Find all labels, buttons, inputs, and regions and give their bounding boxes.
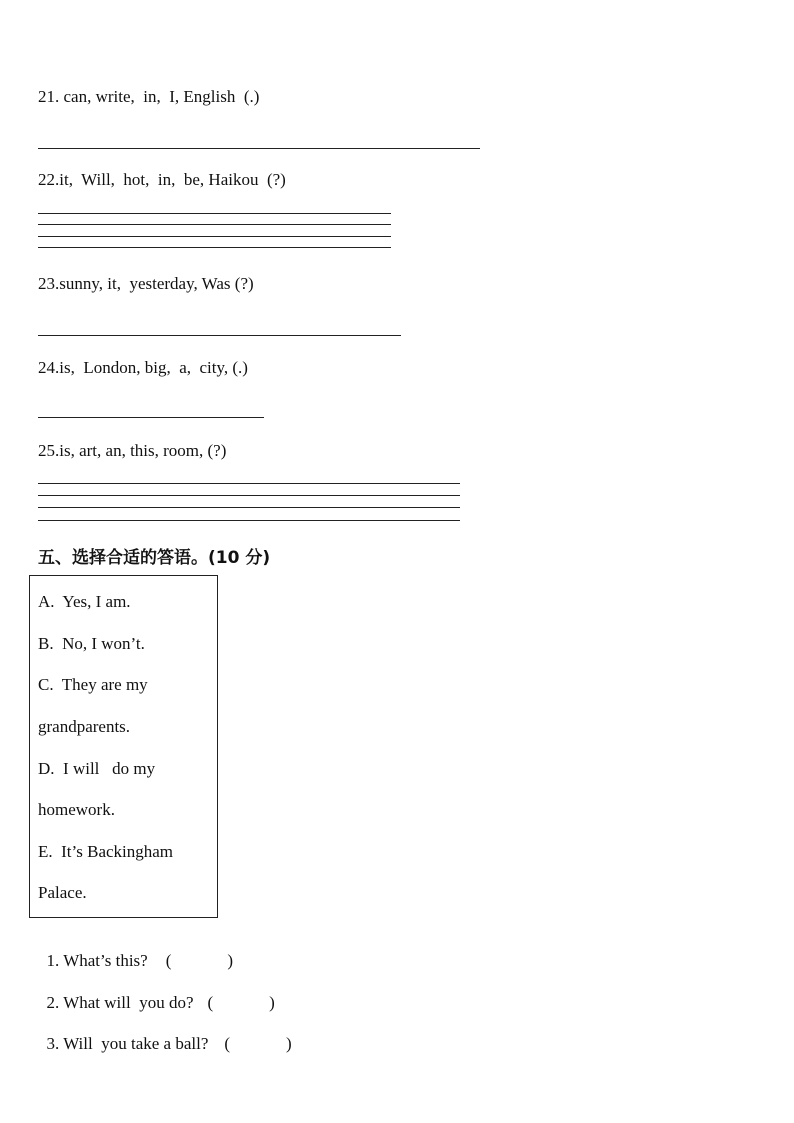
option-a: A. Yes, I am. <box>38 592 131 611</box>
question-23: 23.sunny, it, yesterday, Was (?) <box>38 274 254 293</box>
option-d-continued: homework. <box>38 800 115 819</box>
answer-line-23[interactable] <box>38 335 401 336</box>
choice-question-3-open-paren[interactable]: ( <box>224 1034 231 1053</box>
choice-question-2-text: 2. What will you do? <box>46 993 194 1012</box>
question-21: 21. can, write, in, I, English (.) <box>38 87 260 106</box>
answer-line-25-a[interactable] <box>38 483 460 484</box>
option-e: E. It’s Backingham <box>38 842 174 861</box>
answer-line-25-c[interactable] <box>38 507 460 508</box>
question-25: 25.is, art, an, this, room, (?) <box>38 441 227 460</box>
answer-options-box <box>29 575 218 918</box>
answer-line-22-d[interactable] <box>38 247 391 248</box>
question-22: 22.it, Will, hot, in, be, Haikou (?) <box>38 170 286 189</box>
choice-question-1-close-paren: ) <box>227 951 234 970</box>
section-title: 五、选择合适的答语。(10 分) <box>38 548 271 568</box>
option-c-continued: grandparents. <box>38 717 131 736</box>
answer-line-25-d[interactable] <box>38 520 460 521</box>
answer-line-22-c[interactable] <box>38 236 391 237</box>
option-c: C. They are my <box>38 675 148 694</box>
choice-question-3-close-paren: ) <box>286 1034 292 1053</box>
choice-question-1-text: 1. What’s this? <box>46 951 148 970</box>
choice-question-1-open-paren[interactable]: ( <box>165 951 172 970</box>
option-d: D. I will do my <box>38 759 156 778</box>
answer-line-25-b[interactable] <box>38 495 460 496</box>
question-24: 24.is, London, big, a, city, (.) <box>38 358 248 377</box>
answer-line-21[interactable] <box>38 148 480 149</box>
choice-question-2-open-paren[interactable]: ( <box>207 993 214 1012</box>
option-b: B. No, I won’t. <box>38 634 145 653</box>
choice-question-3 <box>38 1014 292 1054</box>
option-e-continued: Palace. <box>38 883 87 902</box>
answer-line-22-b[interactable] <box>38 224 391 225</box>
choice-question-2-close-paren: ) <box>269 993 275 1012</box>
choice-question-1 <box>38 931 233 971</box>
choice-question-3-text: 3. Will you take a ball? <box>46 1034 209 1053</box>
answer-line-24[interactable] <box>38 417 264 418</box>
answer-line-22-a[interactable] <box>38 213 391 214</box>
choice-question-2 <box>38 973 275 1013</box>
